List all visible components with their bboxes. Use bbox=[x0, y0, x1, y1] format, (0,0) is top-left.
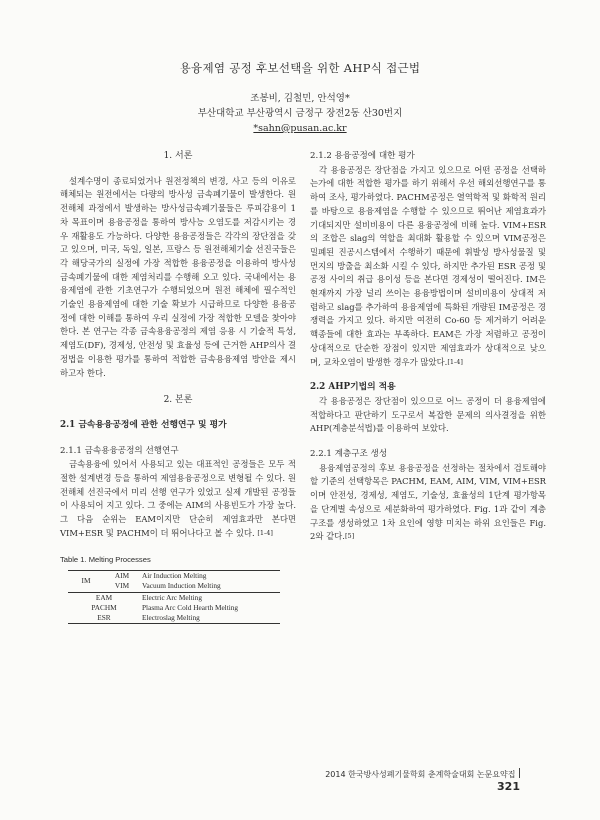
section-2-1-2-title: 2.1.2 용융공정에 대한 평가 bbox=[310, 151, 415, 161]
affiliation: 부산대학교 부산광역시 금정구 장전2동 산30번지 bbox=[197, 108, 403, 119]
section-2-1-1-title: 2.1.1 금속용융공정의 선행연구 bbox=[60, 445, 179, 456]
right-column bbox=[310, 150, 546, 544]
citation-ref: [1-4] bbox=[447, 357, 463, 366]
section-2-1-title: 2.1 금속용융공정에 관한 선행연구 및 평가 bbox=[60, 419, 227, 430]
page-footer bbox=[320, 768, 520, 793]
author-block bbox=[0, 91, 600, 136]
table-abbr: ESR bbox=[68, 613, 140, 624]
table-abbr: AIM bbox=[104, 571, 140, 582]
table-row bbox=[68, 603, 280, 613]
table-abbr: VIM bbox=[114, 581, 130, 591]
table-name: Air Induction Melting bbox=[140, 571, 280, 582]
left-column bbox=[60, 150, 296, 624]
melting-process-table bbox=[68, 570, 280, 624]
page-number: 321 bbox=[497, 780, 520, 793]
intro-paragraph: 설계수명이 종료되었거나 원전정책의 변경, 사고 등의 이유로 해체되는 원전에서는 다량의 방사성 금속폐기물이 발생한다. 원전해체 과정에서 발생하는 방사성금속폐기물들은 루피감용이 1차 목표이며 용융공정을 통하여 방사능 오염도를 저감시키는 경우 재활용도 가능하다. 다양한 용융공정들은 각각의 장단점을 갖고 있으며, 미국, 독일, 일본, 프랑스 등 원전해체기술 선진국들은 각 해당국가의 실정에 가장 적합한 용융공정을 이용하여 방사성금속폐기물에 대한 제염처리를 수행해 오고 있다. 국내에서는 용융제염에 관한 기초연구가 수행되었으며 원전 해체에 필수적인 기술인 용융제염에 대한 기술 확보가 시급하므로 다양한 용융공정에 대한 이해를 통하여 우리 실정에 가장 적합한 모델을 찾아야 한다. 본 연구는 각종 금속용융공정의 제염 응용 시 기술적 특성, 제염도(DF), 경제성, 안전성 및 효율성 등에 근거한 AHP의사 결정법을 이용한 평가를 통하여 적합한 금속용융제염 방안을 제시하고자 한다. bbox=[60, 175, 296, 378]
section-2-2-paragraph: 각 용융공정은 장단점이 있으므로 어느 공정이 더 용융제염에 적합하다고 판단하기 도구로서 복잡한 문제의 의사결정을 위한 AHP(계층분석법)를 이용하여 보았다. bbox=[310, 395, 546, 434]
proceedings-name: 2014 한국방사성폐기물학회 춘계학술대회 논문요약집 bbox=[325, 770, 516, 779]
citation-ref: [1-4] bbox=[257, 528, 273, 537]
table-abbr: PACHM bbox=[91, 602, 117, 612]
table-row bbox=[68, 613, 280, 624]
table-name: Electric Arc Melting bbox=[140, 592, 280, 603]
citation-ref: [5] bbox=[344, 532, 355, 541]
email-link[interactable]: *sahn@pusan.ac.kr bbox=[253, 123, 347, 134]
table-caption: Table 1. Melting Processes bbox=[60, 554, 151, 564]
table-row bbox=[68, 592, 280, 603]
footer-divider bbox=[519, 768, 521, 778]
section-body-title: 2. 본론 bbox=[163, 395, 193, 406]
table-abbr: EAM bbox=[68, 592, 140, 603]
paper-title: 용융제염 공정 후보선택을 위한 AHP식 접근법 bbox=[179, 61, 421, 75]
table-group-label: IM bbox=[68, 571, 104, 592]
section-2-1-2-paragraph: 각 용융공정은 장단점을 가지고 있으므로 어떤 공정을 선택하는가에 대한 적합한 평가를 하기 위해서 우선 해외선행연구를 통하여 조사, 평가하였다. PACHM공정은 열역학적 및 화학적 원리를 바탕으로 용융제염을 수행할 수 있으므로 뛰어난 제염효과가 기대되지만 설비비용이 다른 용융공정에 비해 높다. VIM+ESR의 조합은 slag의 역할을 최대화 활용할 수 있으며 VIM공정은 밀폐된 진공시스템에서 수행하기 때문에 휘발성 방사성물질 및 먼지의 방출을 최소화 시킬 수 있다, 하지만 추가된 ESR 공정 및 공정 사이의 취급 용이성 등을 본다면 경제성이 떨어진다. IM은 현재까지 가장 널리 쓰이는 용융방법이며 설비비용이 상대적 저렴하고 slag를 추가하여 용융제염에 특화된 개량된 IM공정은 경쟁력을 가지고 있다. 하지만 여전히 Co-60 등 제거하기 어려운 핵종들에 대한 효과는 부족하다. EAM은 가장 저렴하고 공정이 상대적으로 단순한 장점이 있지만 제염효과가 상대적으로 낮으며, 교차오염이 발생한 경우가 많았다.[1-4] bbox=[310, 164, 546, 367]
table-name: Electroslag Melting bbox=[140, 613, 280, 624]
section-2-2-1-title: 2.2.1 계층구조 생성 bbox=[310, 449, 388, 460]
table-name: Plasma Arc Cold Hearth Melting bbox=[142, 602, 239, 612]
section-2-1-1-paragraph: 금속용융에 있어서 사용되고 있는 대표적인 공정들은 모두 적절한 설계변경 등을 통하여 제염용융공정으로 변형될 수 있다. 원전해체 선진국에서 미리 선행 연구가 있었고 실제 개발된 공정들이 사용되어 지고 있다. 그 중에는 AIM의 사용빈도가 가장 높다. 그 다음 순위는 EAM이지만 단순히 제염효과만 본다면 VIM+ESR 및 PACHM이 더 뛰어나다고 볼 수 있다. [1-4] bbox=[60, 459, 296, 538]
table-name: Vacuum Induction Melting bbox=[142, 581, 221, 591]
section-intro-title: 1. 서론 bbox=[163, 151, 193, 161]
section-2-2-1-paragraph: 용융제염공정의 후보 용융공정을 선정하는 절차에서 검토해야할 기준의 선택항목은 PACHM, EAM, AIM, VIM, VIM+ESR이며 안전성, 경제성, 제염도, 기술성, 효율성의 1단계 평가항목을 단계별 속성으로 세분화하여 평가하였다. Fig. 1과 같이 계층구조를 생성하였고 1차 요인에 영향 미치는 하위 요인들은 Fig. 2와 같다.[5] bbox=[310, 462, 546, 542]
section-2-2-title: 2.2 AHP기법의 적용 bbox=[310, 382, 396, 393]
table-row bbox=[68, 571, 280, 582]
authors: 조봉비, 김철민, 안석영* bbox=[250, 93, 350, 104]
